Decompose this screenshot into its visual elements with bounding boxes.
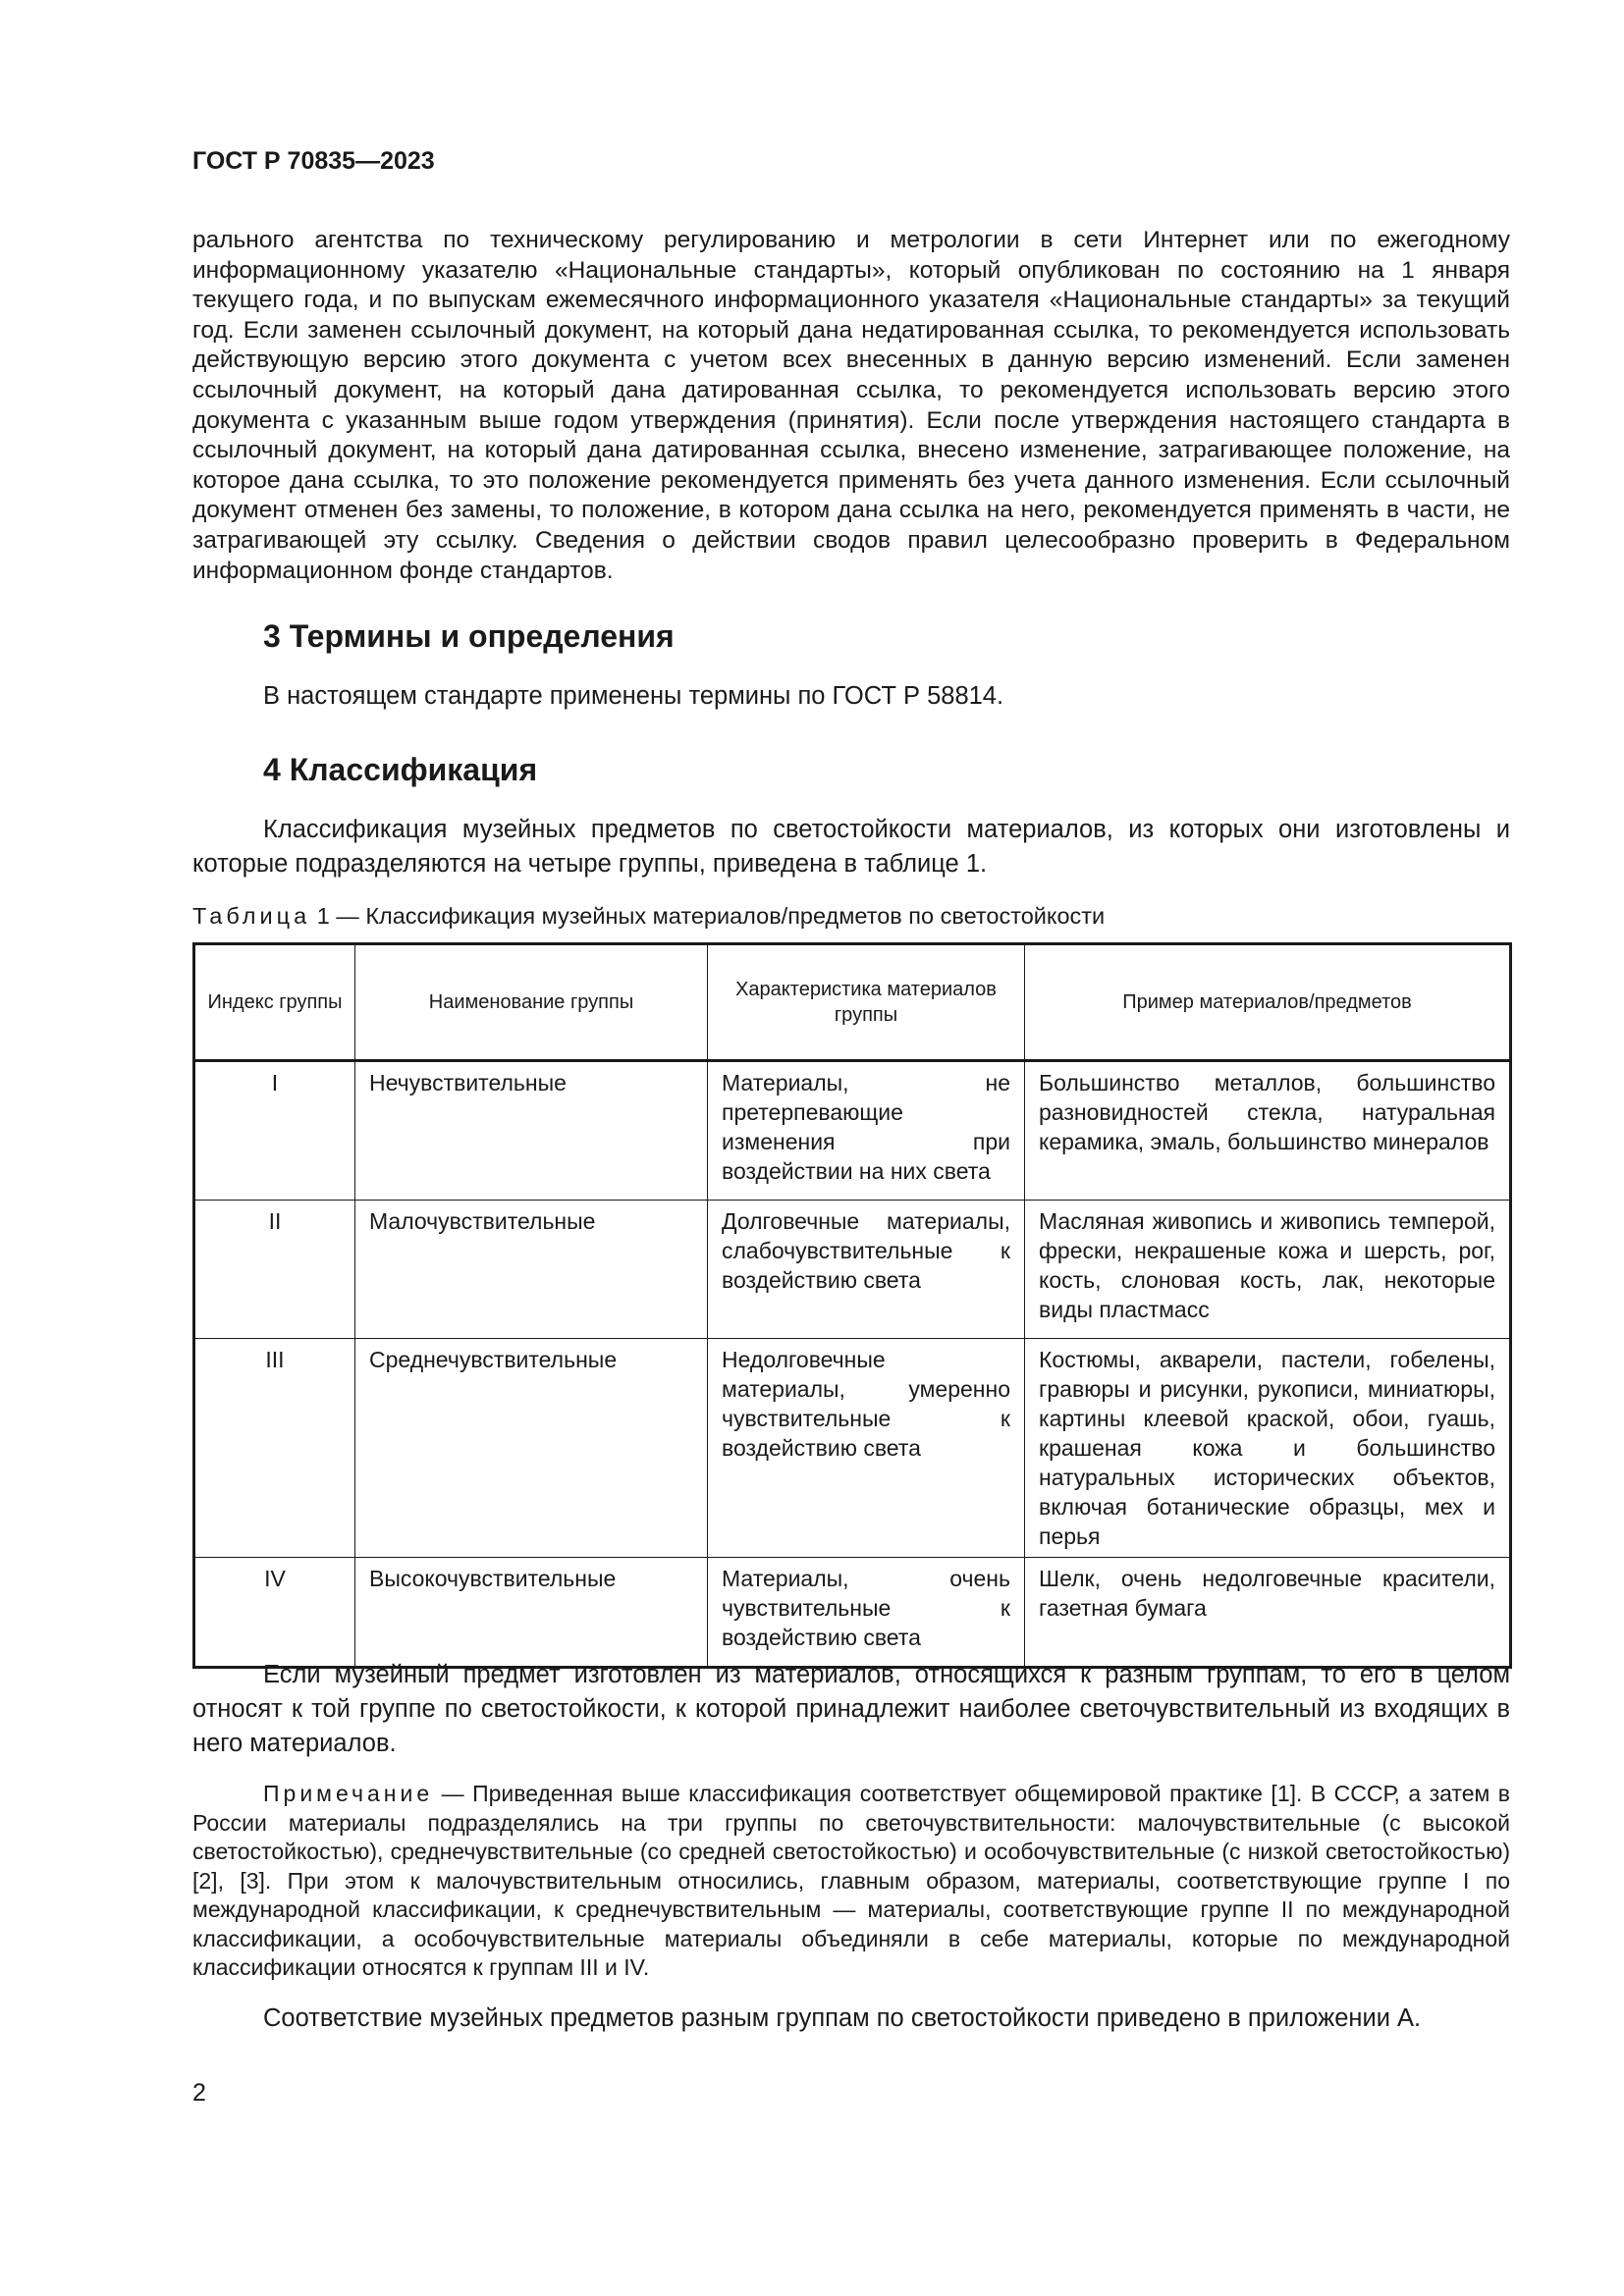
table-row: [194, 1061, 1511, 1201]
row-characteristic: Материалы, очень чувствительные к воздействию света: [708, 1558, 1025, 1668]
row-characteristic: Материалы, не претерпевающие изменения при воздействии на них света: [708, 1061, 1025, 1201]
row-index: IV: [194, 1558, 355, 1668]
table-row: [194, 1201, 1511, 1339]
row-index: I: [194, 1061, 355, 1201]
note-label: Примечание: [263, 1781, 434, 1806]
table-caption-text: 1 — Классификация музейных материалов/предметов по светостойкости: [316, 903, 1106, 929]
table-caption-word: Таблица: [192, 903, 311, 929]
table-row: [194, 1558, 1511, 1668]
page-number: 2: [192, 2079, 206, 2107]
row-characteristic: Недолговечные материалы, умеренно чувствительные к воздействию света: [708, 1339, 1025, 1558]
section3-text: В настоящем стандарте применены термины по ГОСТ Р 58814.: [263, 682, 1004, 710]
header-name: Наименование группы: [355, 944, 708, 1061]
row-name: Высокочувствительные: [355, 1558, 708, 1668]
row-example: Шелк, очень недолговечные красители, газетная бумага: [1025, 1558, 1511, 1668]
header-characteristic: Характеристика материалов группы: [708, 944, 1025, 1061]
header-index: Индекс группы: [194, 944, 355, 1061]
section2-continuation-paragraph: рального агентства по техническому регулированию и метрологии в сети Интернет или по ежегодному информационному указателю «Национальные стандарты», который опубликован по состоянию на 1 января текущего года, и по выпускам ежемесячного информационного указателя «Национальные стандарты» за текущий год. Если заменен ссылочный документ, на который дана недатированная ссылка, то рекомендуется использовать действующую версию этого документа с учетом всех внесенных в данную версию изменений. Если заменен ссылочный документ, на который дана датированная ссылка, то рекомендуется использовать версию этого документа с указанным выше годом утверждения (принятия). Если после утверждения настоящего стандарта в ссылочный документ, на который дана датированная ссылка, внесено изменение, затрагивающее положение, на которое дана ссылка, то это положение рекомендуется применять без учета данного изменения. Если ссылочный документ отменен без замены, то положение, в котором дана ссылка на него, рекомендуется применять в части, не затрагивающей эту ссылку. Сведения о действии сводов правил целесообразно проверить в Федеральном информационном фонде стандартов.: [192, 227, 1510, 584]
after-table-paragraph: Если музейный предмет изготовлен из материалов, относящихся к разным группам, то его в целом относят к той группе по светостойкости, к которой принадлежит наиболее светочувствительный из входящих в него материалов.: [192, 1661, 1510, 1757]
section4-title: 4 Классификация: [263, 752, 538, 787]
row-example: Большинство металлов, большинство разновидностей стекла, натуральная керамика, эмаль, большинство минералов: [1025, 1061, 1511, 1201]
row-index: III: [194, 1339, 355, 1558]
note-text: — Приведенная выше классификация соответствует общемировой практике [1]. В СССР, а затем в России материалы подразделялись на три группы по светочувствительности: малочувствительные (с высокой светостойкостью), среднечувствительные (со средней светостойкостью) и особочувствительные (с низкой светостойкостью) [2], [3]. При этом к малочувствительным относились, главным образом, материалы, соответствующие группе I по международной классификации, к среднечувствительным — материалы, соответствующие группе II по международной классификации, а особочувствительные материалы объединяли в себе материалы, которые по международной классификации относятся к группам III и IV.: [192, 1781, 1510, 1980]
row-example: Костюмы, акварели, пастели, гобелены, гравюры и рисунки, рукописи, миниатюры, картины клеевой краской, обои, гуашь, крашеная кожа и большинство натуральных исторических объектов, включая ботанические образцы, мех и перья: [1025, 1339, 1511, 1558]
row-index: II: [194, 1201, 355, 1339]
section3-title: 3 Термины и определения: [263, 618, 675, 654]
row-name: Нечувствительные: [355, 1061, 708, 1201]
table-row: [194, 1339, 1511, 1558]
note-paragraph: [192, 1780, 1510, 1983]
row-name: Малочувствительные: [355, 1201, 708, 1339]
classification-table: [192, 942, 1512, 1669]
row-name: Среднечувствительные: [355, 1339, 708, 1558]
header-example: Пример материалов/предметов: [1025, 944, 1511, 1061]
row-example: Масляная живопись и живопись темперой, фрески, некрашеные кожа и шерсть, рог, кость, слоновая кость, лак, некоторые виды пластмасс: [1025, 1201, 1511, 1339]
table-header-row: [194, 944, 1511, 1061]
section4-intro: Классификация музейных предметов по светостойкости материалов, из которых они изготовлены и которые подразделяются на четыре группы, приведена в таблице 1.: [192, 816, 1510, 878]
annex-reference-paragraph: Соответствие музейных предметов разным группам по светостойкости приведено в приложении А.: [263, 2004, 1422, 2032]
row-characteristic: Долговечные материалы, слабочувствительные к воздействию света: [708, 1201, 1025, 1339]
table-caption: [192, 903, 1105, 930]
document-header: ГОСТ Р 70835—2023: [192, 147, 435, 175]
